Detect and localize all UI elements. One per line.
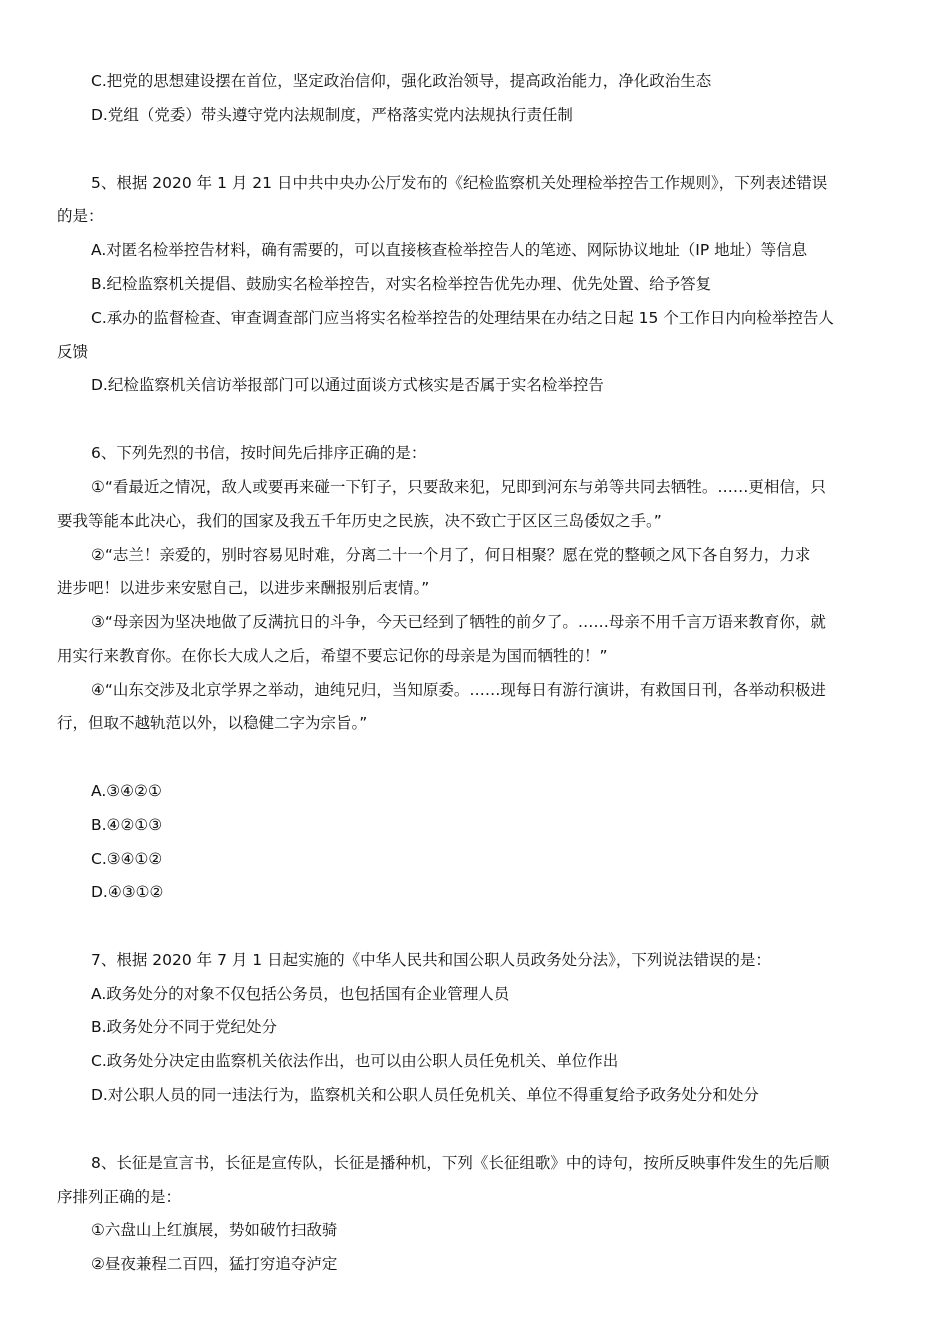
q8-stem-line1: 8、长征是宣言书，长征是宣传队，长征是播种机，下列《长征组歌》中的诗句，按所反映事件发生的先后顺 — [91, 1154, 830, 1172]
q8-item2: ②昼夜兼程二百四，猛打穷追夺泸定 — [91, 1255, 338, 1273]
q6-item1-line1: ①“看最近之情况，敌人或要再来碰一下钉子，只要敌来犯，兄即到河东与弟等共同去牺牲。……更相信，只 — [91, 478, 826, 496]
q5-stem-line1: 5、根据 2020 年 1 月 21 日中共中央办公厅发布的《纪检监察机关处理检举控告工作规则》，下列表述错误 — [91, 174, 828, 192]
q6-item2-line1: ②“志兰！亲爱的，别时容易见时难，分离二十一个月了，何日相聚？愿在党的整顿之风下各自努力，力求 — [91, 546, 811, 564]
q7-option-d: D.对公职人员的同一违法行为，监察机关和公职人员任免机关、单位不得重复给予政务处分和处分 — [91, 1086, 759, 1104]
q5-option-c-line1: C.承办的监督检查、审查调查部门应当将实名检举控告的处理结果在办结之日起 15 个工作日内向检举控告人 — [91, 309, 834, 327]
q6-item2-line2: 进步吧！以进步来安慰自己，以进步来酬报别后衷情。” — [57, 579, 430, 597]
q8-item1: ①六盘山上红旗展，势如破竹扫敌骑 — [91, 1221, 338, 1239]
q6-option-d: D.④③①② — [91, 883, 164, 901]
q7-option-c: C.政务处分决定由监察机关依法作出，也可以由公职人员任免机关、单位作出 — [91, 1052, 619, 1070]
q4-option-c: C.把党的思想建设摆在首位，坚定政治信仰，强化政治领导，提高政治能力，净化政治生态 — [91, 72, 712, 90]
q6-item3-line1: ③“母亲因为坚决地做了反满抗日的斗争，今天已经到了牺牲的前夕了。……母亲不用千言万语来教育你，就 — [91, 613, 826, 631]
q6-option-b: B.④②①③ — [91, 816, 163, 834]
q6-stem: 6、下列先烈的书信，按时间先后排序正确的是： — [91, 444, 427, 462]
q5-option-a: A.对匿名检举控告材料，确有需要的，可以直接核查检举控告人的笔迹、网际协议地址（IP 地址）等信息 — [91, 241, 808, 259]
q5-option-b: B.纪检监察机关提倡、鼓励实名检举控告，对实名检举控告优先办理、优先处置、给予答复 — [91, 275, 712, 293]
q5-option-d: D.纪检监察机关信访举报部门可以通过面谈方式核实是否属于实名检举控告 — [91, 376, 604, 394]
q6-option-c: C.③④①② — [91, 850, 163, 868]
q6-item3-line2: 用实行来教育你。在你长大成人之后，希望不要忘记你的母亲是为国而牺牲的！” — [57, 647, 608, 665]
q7-stem: 7、根据 2020 年 7 月 1 日起实施的《中华人民共和国公职人员政务处分法》，下列说法错误的是： — [91, 951, 771, 969]
q5-stem-line2: 的是： — [57, 207, 104, 225]
q6-item4-line1: ④“山东交涉及北京学界之举动，迪纯兄归，当知原委。……现每日有游行演讲，有救国日刊，各举动积极进 — [91, 681, 826, 699]
q8-stem-line2: 序排列正确的是： — [57, 1188, 182, 1206]
q6-item1-line2: 要我等能本此决心，我们的国家及我五千年历史之民族，决不致亡于区区三岛倭奴之手。” — [57, 512, 662, 530]
q6-option-a: A.③④②① — [91, 782, 162, 800]
q7-option-a: A.政务处分的对象不仅包括公务员，也包括国有企业管理人员 — [91, 985, 510, 1003]
q7-option-b: B.政务处分不同于党纪处分 — [91, 1018, 278, 1036]
q4-option-d: D.党组（党委）带头遵守党内法规制度，严格落实党内法规执行责任制 — [91, 106, 573, 124]
q6-item4-line2: 行，但取不越轨范以外，以稳健二字为宗旨。” — [57, 714, 368, 732]
q5-option-c-line2: 反馈 — [57, 343, 89, 361]
